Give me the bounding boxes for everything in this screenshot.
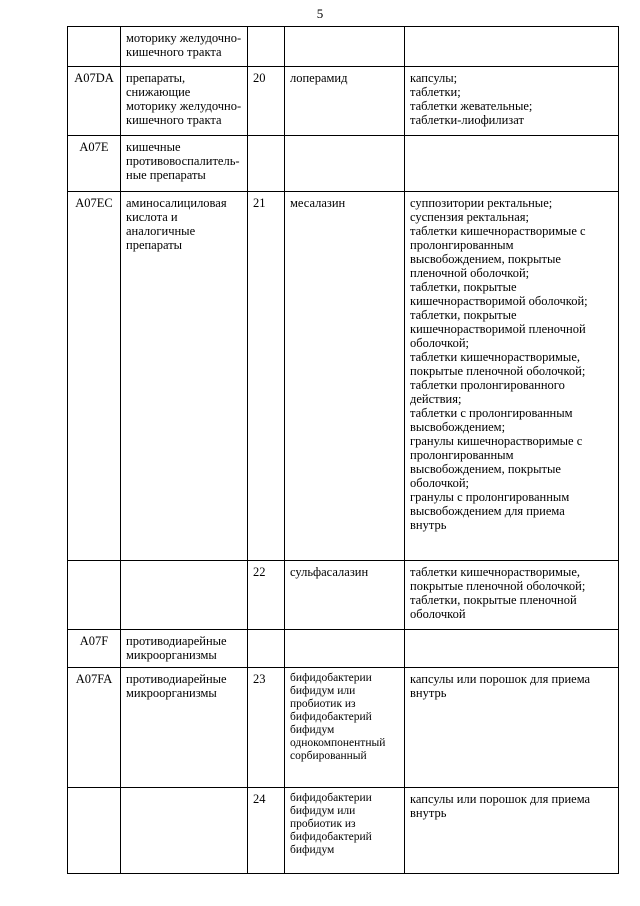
group-name-cell (121, 192, 248, 561)
group-name-cell (121, 67, 248, 136)
group-name-line: препараты, (126, 71, 186, 85)
table-row (68, 561, 619, 630)
drug-name-cell (285, 788, 405, 874)
drug-name-cell (285, 67, 405, 136)
dosage-form-line: внутрь (410, 806, 447, 820)
dosage-form-cell (405, 788, 619, 874)
drug-name-line: бифидум (290, 844, 335, 856)
item-number-cell: 22 (248, 561, 285, 630)
group-name-line: кишечного тракта (126, 45, 222, 59)
drug-name-cell (285, 192, 405, 561)
group-name-line: моторику желудочно- (126, 31, 242, 45)
atc-code-cell: A07DA (68, 67, 121, 136)
dosage-form-line: оболочкой; (410, 336, 469, 350)
group-name-line: микроорганизмы (126, 648, 217, 662)
dosage-form-line: капсулы или порошок для приема (410, 792, 591, 806)
atc-code-cell (68, 561, 121, 630)
atc-code-cell (68, 27, 121, 67)
drug-name-cell (285, 561, 405, 630)
group-name-cell (121, 630, 248, 668)
dosage-form-line: внутрь (410, 518, 447, 532)
dosage-form-cell (405, 27, 619, 67)
dosage-form-line: суспензия ректальная; (410, 210, 529, 224)
dosage-form-cell (405, 668, 619, 788)
dosage-form-cell (405, 630, 619, 668)
dosage-form-cell (405, 561, 619, 630)
dosage-form-line: таблетки кишечнорастворимые, (410, 565, 580, 579)
dosage-form-line: гранулы кишечнорастворимые с (410, 434, 583, 448)
group-name-line: препараты (126, 238, 183, 252)
drug-name-line: пробиотик из (290, 698, 356, 710)
drug-name-line: бифидобактерий (290, 711, 372, 723)
drug-name-line: сорбированный (290, 750, 367, 762)
atc-code-cell: A07F (68, 630, 121, 668)
table-row (68, 668, 619, 788)
group-name-line: аминосалициловая (126, 196, 227, 210)
dosage-form-line: таблетки, покрытые (410, 280, 517, 294)
atc-code-cell: A07FA (68, 668, 121, 788)
dosage-form-line: гранулы с пролонгированным (410, 490, 570, 504)
group-name-line: снижающие (126, 85, 191, 99)
item-number-cell: 21 (248, 192, 285, 561)
dosage-form-line: таблетки жевательные; (410, 99, 533, 113)
dosage-form-line: таблетки кишечнорастворимые, (410, 350, 580, 364)
dosage-form-line: высвобождением, покрытые (410, 462, 561, 476)
drug-name-line: бифидобактерии (290, 792, 372, 804)
table-row (68, 67, 619, 136)
dosage-form-line: таблетки-лиофилизат (410, 113, 524, 127)
group-name-line: противовоспалитель- (126, 154, 240, 168)
dosage-form-cell (405, 192, 619, 561)
dosage-form-line: таблетки кишечнорастворимые с (410, 224, 586, 238)
group-name-cell (121, 136, 248, 192)
dosage-form-line: действия; (410, 392, 462, 406)
group-name-cell (121, 668, 248, 788)
drug-name-cell (285, 136, 405, 192)
dosage-form-line: капсулы; (410, 71, 458, 85)
drug-name-line: пробиотик из (290, 818, 356, 830)
item-number-cell (248, 136, 285, 192)
atc-code-cell (68, 788, 121, 874)
table-row (68, 27, 619, 67)
page-number: 5 (316, 6, 324, 21)
drug-name-line: сульфасалазин (290, 565, 369, 579)
dosage-form-line: покрытые пленочной оболочкой; (410, 364, 586, 378)
drug-name-line: однокомпонентный (290, 737, 386, 749)
drug-name-cell (285, 668, 405, 788)
dosage-form-line: кишечнорастворимой пленочной (410, 322, 586, 336)
drug-name-cell (285, 27, 405, 67)
dosage-form-line: оболочкой; (410, 476, 469, 490)
drug-name-line: бифидум (290, 724, 335, 736)
item-number-cell (248, 630, 285, 668)
dosage-form-line: таблетки; (410, 85, 461, 99)
drug-name-line: лоперамид (290, 71, 348, 85)
dosage-form-line: высвобождением для приема (410, 504, 565, 518)
dosage-form-line: пролонгированным (410, 448, 514, 462)
dosage-form-line: пролонгированным (410, 238, 514, 252)
atc-code-cell: A07E (68, 136, 121, 192)
group-name-line: противодиарейные (126, 672, 227, 686)
dosage-form-line: высвобождением; (410, 420, 506, 434)
dosage-form-line: пленочной оболочкой; (410, 266, 530, 280)
dosage-form-cell (405, 136, 619, 192)
drug-name-line: бифидум или (290, 685, 356, 697)
dosage-form-line: суппозитории ректальные; (410, 196, 553, 210)
group-name-line: кишечные (126, 140, 181, 154)
table-row (68, 630, 619, 668)
item-number-cell: 23 (248, 668, 285, 788)
group-name-line: аналогичные (126, 224, 196, 238)
group-name-cell (121, 788, 248, 874)
group-name-line: моторику желудочно- (126, 99, 242, 113)
dosage-form-line: таблетки, покрытые (410, 308, 517, 322)
drug-name-cell (285, 630, 405, 668)
dosage-form-line: таблетки, покрытые пленочной (410, 593, 577, 607)
drug-name-line: бифидобактерий (290, 831, 372, 843)
dosage-form-line: оболочкой (410, 607, 466, 621)
atc-code-cell: A07EC (68, 192, 121, 561)
dosage-form-line: кишечнорастворимой оболочкой; (410, 294, 588, 308)
drug-table (67, 26, 619, 874)
drug-name-line: бифидобактерии (290, 672, 372, 684)
group-name-cell (121, 27, 248, 67)
table-row (68, 192, 619, 561)
group-name-line: микроорганизмы (126, 686, 217, 700)
group-name-line: противодиарейные (126, 634, 227, 648)
dosage-form-line: таблетки с пролонгированным (410, 406, 573, 420)
dosage-form-line: капсулы или порошок для приема (410, 672, 591, 686)
group-name-line: ные препараты (126, 168, 206, 182)
item-number-cell: 20 (248, 67, 285, 136)
group-name-line: кишечного тракта (126, 113, 222, 127)
drug-name-line: месалазин (290, 196, 346, 210)
item-number-cell: 24 (248, 788, 285, 874)
table-row (68, 136, 619, 192)
group-name-cell (121, 561, 248, 630)
drug-name-line: бифидум или (290, 805, 356, 817)
dosage-form-line: таблетки пролонгированного (410, 378, 565, 392)
item-number-cell (248, 27, 285, 67)
table-row (68, 788, 619, 874)
dosage-form-line: покрытые пленочной оболочкой; (410, 579, 586, 593)
dosage-form-cell (405, 67, 619, 136)
dosage-form-line: внутрь (410, 686, 447, 700)
dosage-form-line: высвобождением, покрытые (410, 252, 561, 266)
group-name-line: кислота и (126, 210, 178, 224)
